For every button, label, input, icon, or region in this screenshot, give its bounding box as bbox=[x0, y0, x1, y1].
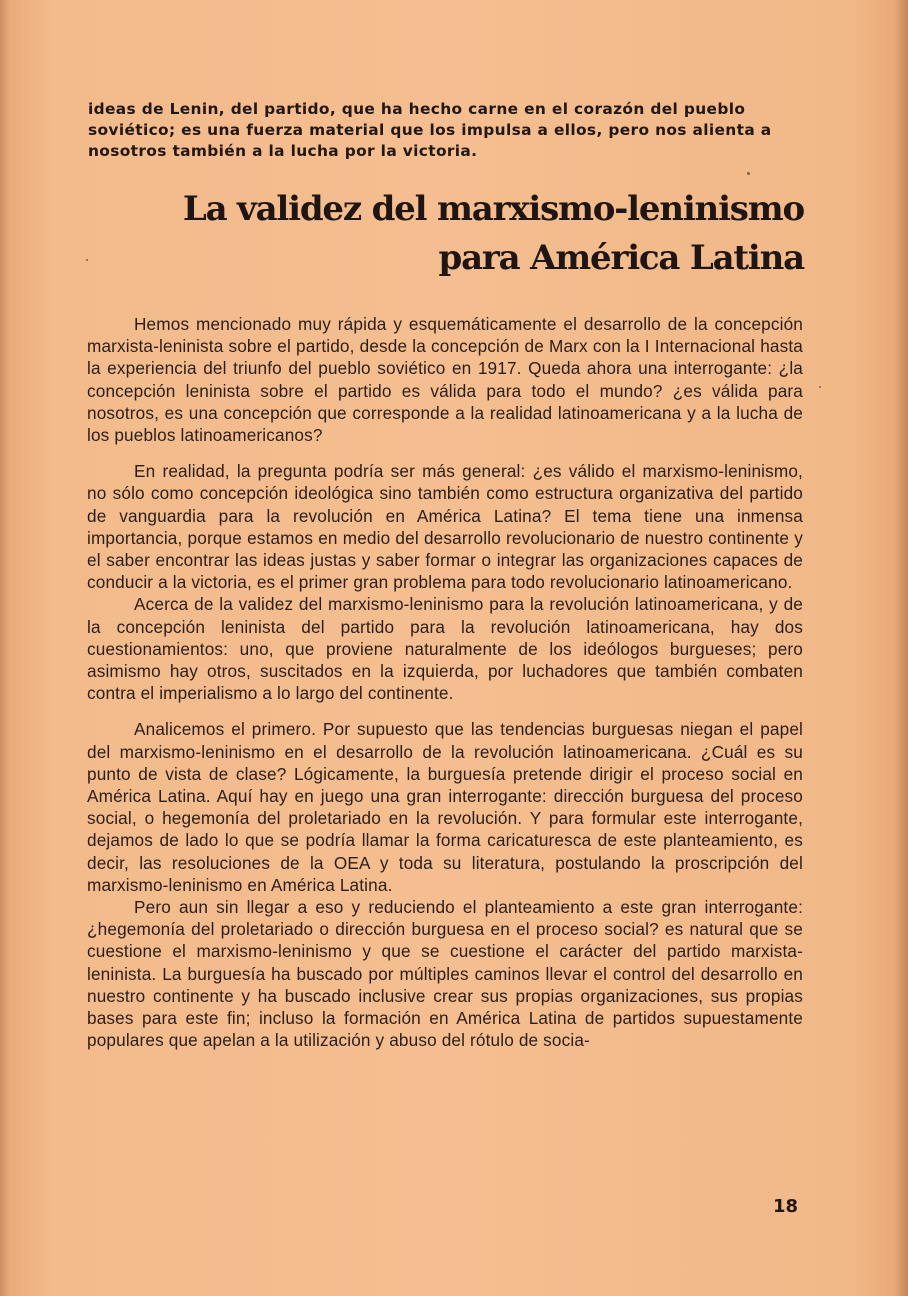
paper-speck bbox=[747, 172, 750, 175]
paper-speck bbox=[86, 259, 88, 261]
paper-speck bbox=[819, 386, 821, 388]
chapter-title bbox=[183, 185, 804, 283]
paragraph-4: Analicemos el primero. Por supuesto que las tendencias burguesas niegan el papel del marxismo-leninismo en el desarrollo de la revolución latinoamericana. ¿Cuál es su punto de vista de clase? Lógicamente, la burguesía pretende dirigir el proceso social en América Latina. Aquí hay en juego una gran interrogante: dirección burguesa del proceso social, o hegemonía del proletariado en la revolución. Y para formular este interrogante, dejamos de lado lo que se podría llamar la forma caricaturesca de este planteamiento, es decir, las resoluciones de la OEA y toda su literatura, postulando la proscripción del marxismo-leninismo en América Latina. bbox=[87, 719, 803, 895]
chapter-title-line-2: para América Latina bbox=[438, 238, 804, 278]
body-text bbox=[87, 313, 803, 1052]
intro-paragraph: ideas de Lenin, del partido, que ha hecho carne en el corazón del pueblo soviético; es una fuerza material que los impulsa a ellos, pero nos alienta a nosotros también a la lucha por la victoria. bbox=[88, 100, 772, 160]
page-left-edge-shadow bbox=[0, 0, 10, 1296]
page-right-edge-shadow bbox=[894, 0, 908, 1296]
paragraph-5: Pero aun sin llegar a eso y reduciendo el planteamiento a este gran interrogante: ¿hegemonía del proletariado o dirección burguesa en el proceso social? es natural que se cuestione el marxismo-leninismo y que se cuestione el carácter del partido marxista-leninista. La burguesía ha buscado por múltiples caminos llevar el control del desarrollo en nuestro continente y ha buscado inclusive crear sus propias organizaciones, sus propias bases para este fin; incluso la formación en América Latina de partidos supuestamente populares que apelan a la utilización y abuso del rótulo de socia- bbox=[87, 897, 803, 1051]
paragraph-2: En realidad, la pregunta podría ser más general: ¿es válido el marxismo-leninismo, no sólo como concepción ideológica sino también como estructura organizativa del partido de vanguardia para la revolución en América Latina? El tema tiene una inmensa importancia, porque estamos en medio del desarrollo revolucionario de nuestro continente y el saber encontrar las ideas justas y saber formar o integrar las organizaciones capaces de conducir a la victoria, es el primer gran problema para todo revolucionario latinoamericano. bbox=[87, 461, 803, 593]
paragraph-1: Hemos mencionado muy rápida y esquemáticamente el desarrollo de la concepción marxista-leninista sobre el partido, desde la concepción de Marx con la I Internacional hasta la experiencia del triunfo del pueblo soviético en 1917. Queda ahora una interrogante: ¿la concepción leninista sobre el partido es válida para todo el mundo? ¿es válida para nosotros, es una concepción que corresponde a la realidad latinoamericana y a la lucha de los pueblos latinoamericanos? bbox=[87, 314, 803, 446]
paragraph-3: Acerca de la validez del marxismo-leninismo para la revolución latinoamericana, y de la concepción leninista del partido para la revolución latinoamericana, hay dos cuestionamientos: uno, que proviene naturalmente de los ideólogos burgueses; pero asimismo hay otros, suscitados en la izquierda, por luchadores que también combaten contra el imperialismo a lo largo del continente. bbox=[87, 594, 803, 704]
page-number: 18 bbox=[773, 1196, 799, 1217]
chapter-title-line-1: La validez del marxismo-leninismo bbox=[182, 189, 804, 229]
